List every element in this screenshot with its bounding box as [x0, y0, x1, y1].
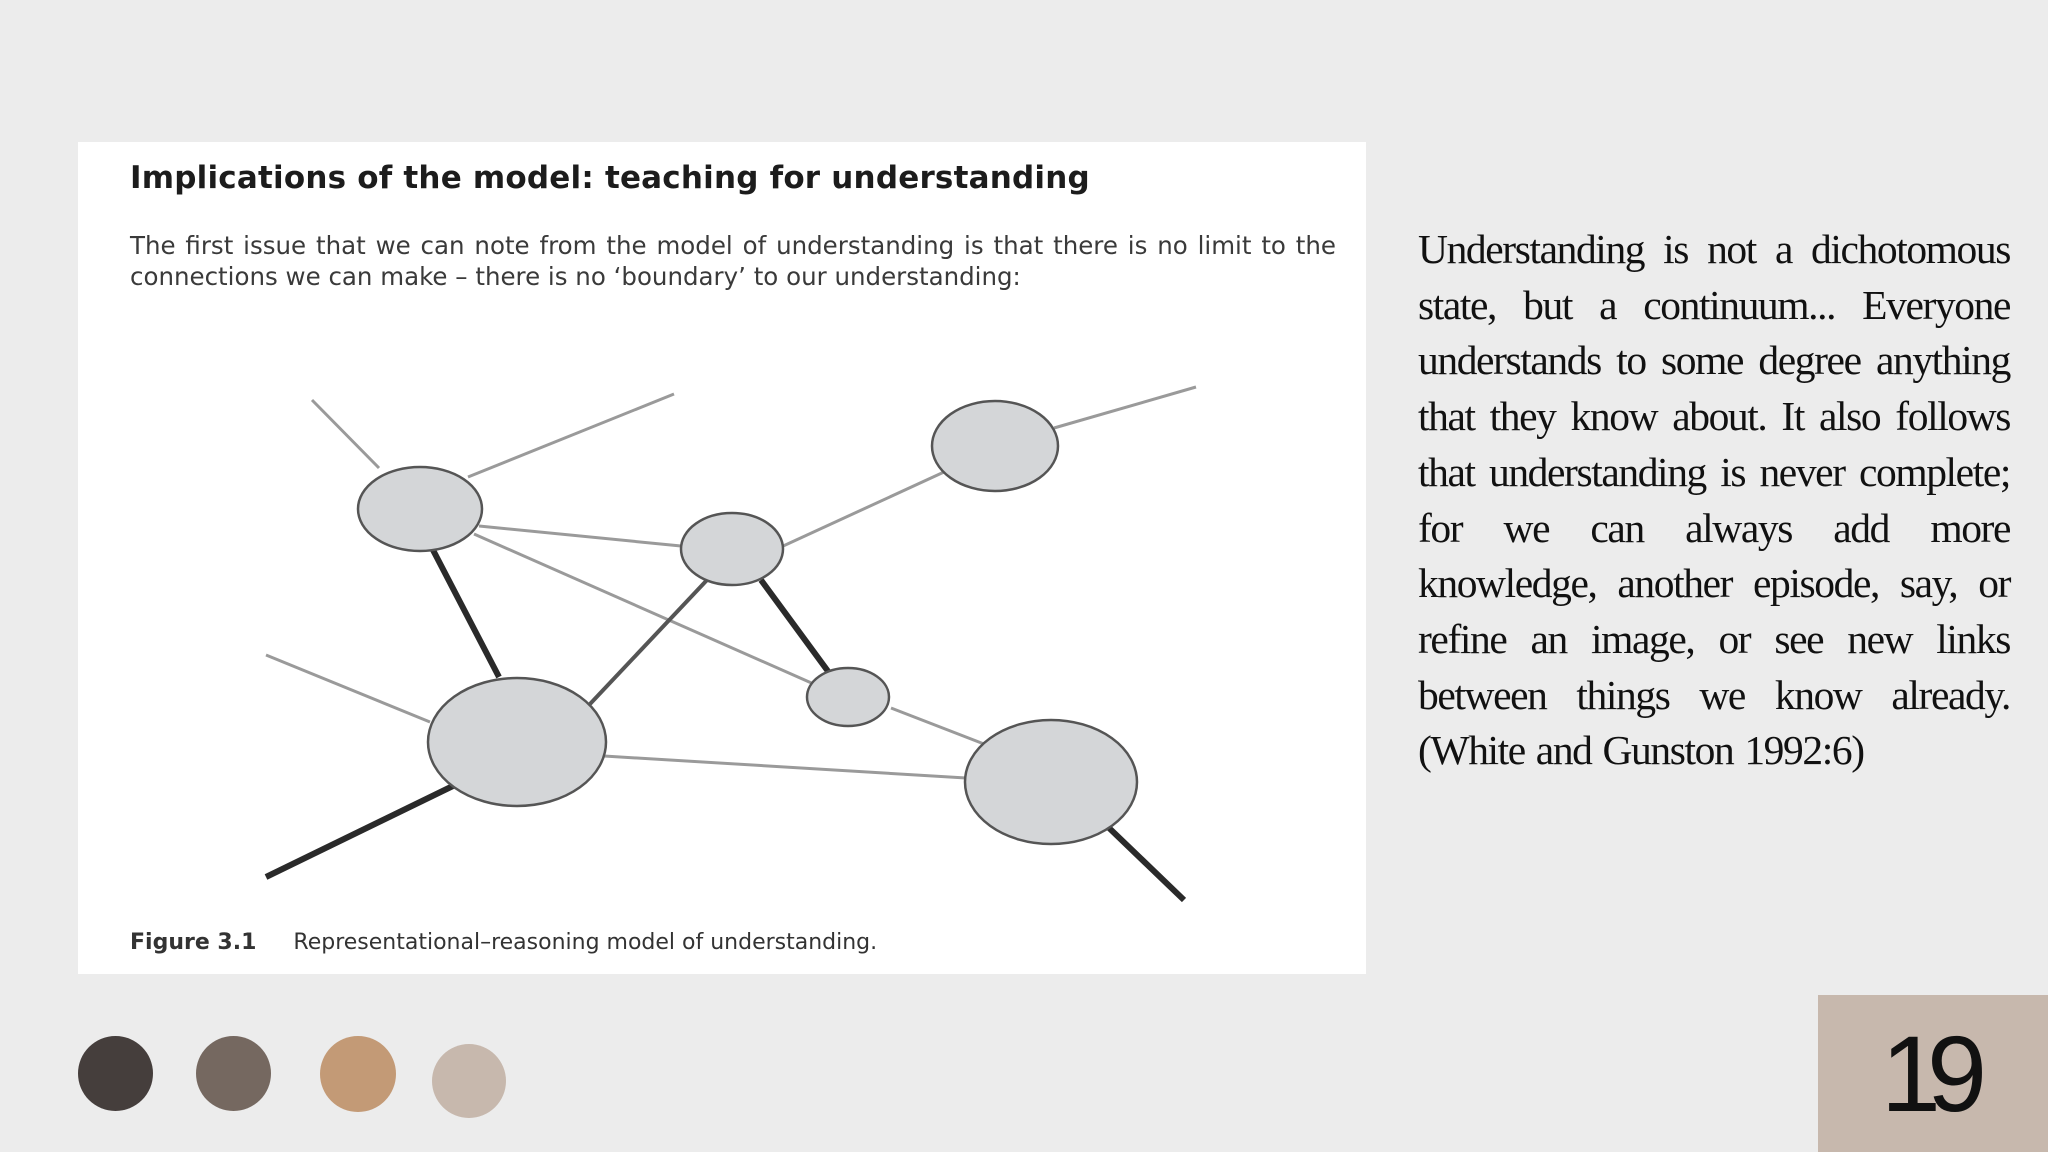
- decor-dot-3: [320, 1036, 396, 1112]
- decor-dot-4: [432, 1044, 506, 1118]
- figure-caption-text: Representational–reasoning model of understanding.: [293, 930, 878, 955]
- node: [965, 720, 1137, 844]
- edge: [266, 784, 457, 877]
- decor-dot-1: [78, 1036, 153, 1111]
- figure-intro-text: The first issue that we can note from the model of understanding is that there is no limit to the connections we can make – there is no ‘boundary’ to our understanding:: [130, 231, 1336, 291]
- edge: [479, 526, 681, 546]
- page-number-box: [1818, 995, 2048, 1152]
- network-diagram: [78, 142, 1366, 974]
- edge: [1107, 826, 1184, 900]
- edge: [468, 394, 674, 477]
- edge: [590, 580, 707, 704]
- edge: [781, 472, 944, 547]
- node: [807, 668, 889, 726]
- decor-dot-2: [196, 1036, 271, 1111]
- figure-caption-number: Figure 3.1: [130, 930, 257, 955]
- figure-image: [78, 142, 1366, 974]
- edge: [604, 756, 966, 778]
- node: [932, 401, 1058, 491]
- node: [358, 467, 482, 551]
- edge: [891, 708, 984, 744]
- edge: [312, 400, 379, 468]
- page-number: 19: [1880, 1013, 1974, 1134]
- edge: [433, 550, 499, 677]
- node: [428, 678, 606, 806]
- edge: [1054, 387, 1196, 428]
- figure-caption: [130, 930, 877, 955]
- quote-text: Understanding is not a dichotomous state, but a continuum... Everyone understands to some degree anything that they know about. It also follows that understanding is never complete; for we can always add more knowledge, another episode, say, or refine an image, or see new links between things we know already. (White and Gunston 1992:6): [1418, 226, 2010, 774]
- node: [681, 513, 783, 585]
- edge: [266, 655, 430, 722]
- edge: [761, 580, 830, 674]
- nodes: [358, 401, 1137, 844]
- figure-heading: Implications of the model: teaching for understanding: [130, 160, 1090, 196]
